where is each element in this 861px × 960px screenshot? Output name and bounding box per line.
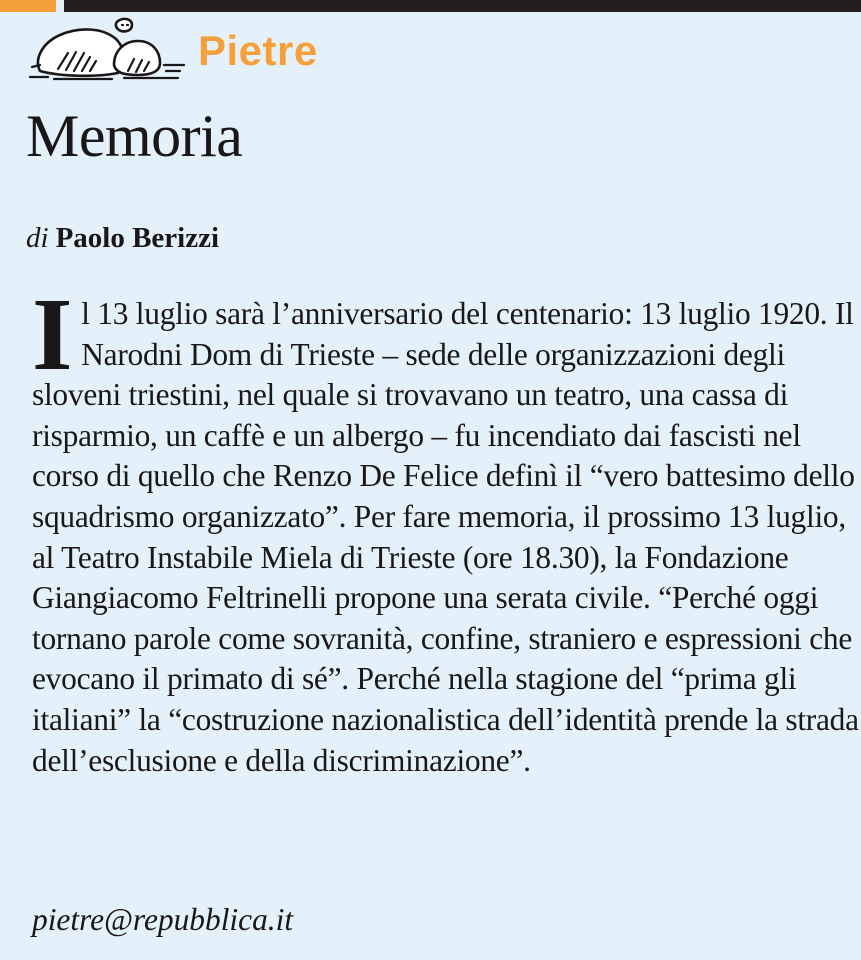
top-rule-accent (0, 0, 56, 12)
rubric-label: Pietre (198, 27, 318, 74)
headline: Memoria (26, 103, 243, 169)
rubric-header (28, 14, 318, 84)
byline (26, 218, 219, 258)
top-rule (64, 0, 861, 12)
contact-email[interactable]: pietre@repubblica.it (32, 902, 294, 937)
drop-cap: I (32, 277, 73, 392)
article-body (32, 277, 860, 781)
stones-icon (28, 15, 186, 83)
article-body-text: l 13 luglio sarà l’anniversario del centenario: 13 luglio 1920. Il Narodni Dom di Trieste – sede delle organizzazioni degli sloveni triestini, nel quale si trovavano un teatro, una cassa di risparmio, un caffè e un albergo – fu incendiato dai fascisti nel corso di quello che Renzo De Felice definì il “vero battesimo dello squadrismo organizzato”. Per fare memoria, il prossimo 13 luglio, al Teatro Instabile Miela di Trieste (ore 18.30), la Fondazione Giangiacomo Feltrinelli propone una serata civile. “Perché oggi tornano parole come sovranità, confine, straniero e espressioni che evocano il primato di sé”. Perché nella stagione del “prima gli italiani” la “costruzione nazionalistica dell’identità prende la strada dell’esclusione e della discriminazione”. (32, 296, 859, 778)
byline-prefix: di (26, 222, 49, 254)
byline-author: Paolo Berizzi (55, 222, 220, 254)
